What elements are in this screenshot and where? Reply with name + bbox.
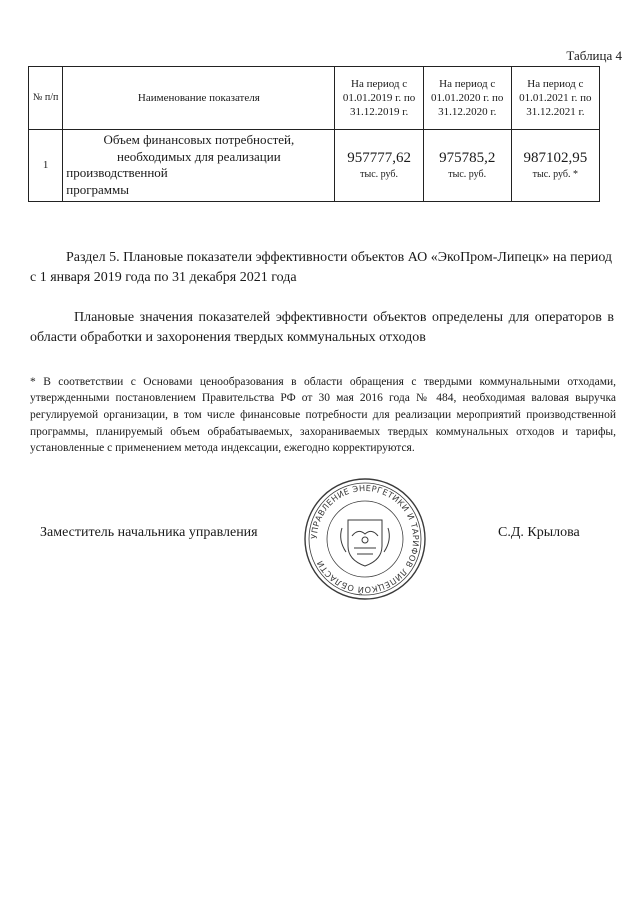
cell-value-2020 <box>423 130 511 202</box>
official-seal <box>302 476 428 602</box>
row-indicator-name <box>63 130 335 202</box>
value-2021: 987102,95 <box>523 150 588 167</box>
section-title: Раздел 5. Плановые показатели эффективности объектов АО «ЭкоПром-Липецк» на период с 1 января 2019 года по 31 декабря 2021 года <box>30 250 613 285</box>
cell-value-2021 <box>511 130 599 202</box>
seal-text: УПРАВЛЕНИЕ ЭНЕРГЕТИКИ И ТАРИФОВ ЛИПЕЦКОЙ ОБЛАСТИ <box>308 482 422 596</box>
plan-text: Плановые значения показателей эффективности объектов определены для операторов в области обработки и захоронения твердых коммунальных отходов <box>30 310 614 345</box>
unit-2019: тыс. руб. <box>360 169 399 181</box>
indicator-line: реализации производственной <box>66 148 281 181</box>
value-2020: 975785,2 <box>439 150 496 167</box>
header-period-2021: На период с 01.01.2021 г. по 31.12.2021 г. <box>511 67 599 130</box>
indicators-table <box>28 66 600 202</box>
cell-value-2019 <box>335 130 423 202</box>
indicator-line: Объем финансовых <box>103 132 212 147</box>
header-num: № п/п <box>29 67 63 130</box>
signer-name: С.Д. Крылова <box>498 525 580 540</box>
table-caption: Таблица 4 <box>566 48 622 63</box>
table-row <box>29 130 600 202</box>
footnote: * В соответствии с Основами ценообразования в области обращения с твердыми коммунальными отходами, утвержденными постановлением Правительства РФ от 30 мая 2016 года № 484, необходимая валовая выручка регулируемой организации, в том числе финансовые потребности для реализации мероприятий производственной программы, планируемый объем обрабатываемых, захораниваемых твердых коммунальных отходов и тарифы, установленные с применением метода индексации, ежегодно корректируются. <box>30 375 616 455</box>
indicator-line: потребностей, необходимых для <box>117 132 295 164</box>
unit-2021: тыс. руб. * <box>532 169 579 181</box>
row-num: 1 <box>29 130 63 202</box>
indicator-line: программы <box>66 181 129 197</box>
coat-of-arms-icon <box>341 520 390 566</box>
table-header-row <box>29 67 600 130</box>
unit-2020: тыс. руб. <box>448 169 487 181</box>
header-name: Наименование показателя <box>63 67 335 130</box>
signer-title: Заместитель начальника управления <box>40 525 258 540</box>
header-period-2020: На период с 01.01.2020 г. по 31.12.2020 г. <box>423 67 511 130</box>
header-period-2019: На период с 01.01.2019 г. по 31.12.2019 г. <box>335 67 423 130</box>
value-2019: 957777,62 <box>347 150 411 167</box>
